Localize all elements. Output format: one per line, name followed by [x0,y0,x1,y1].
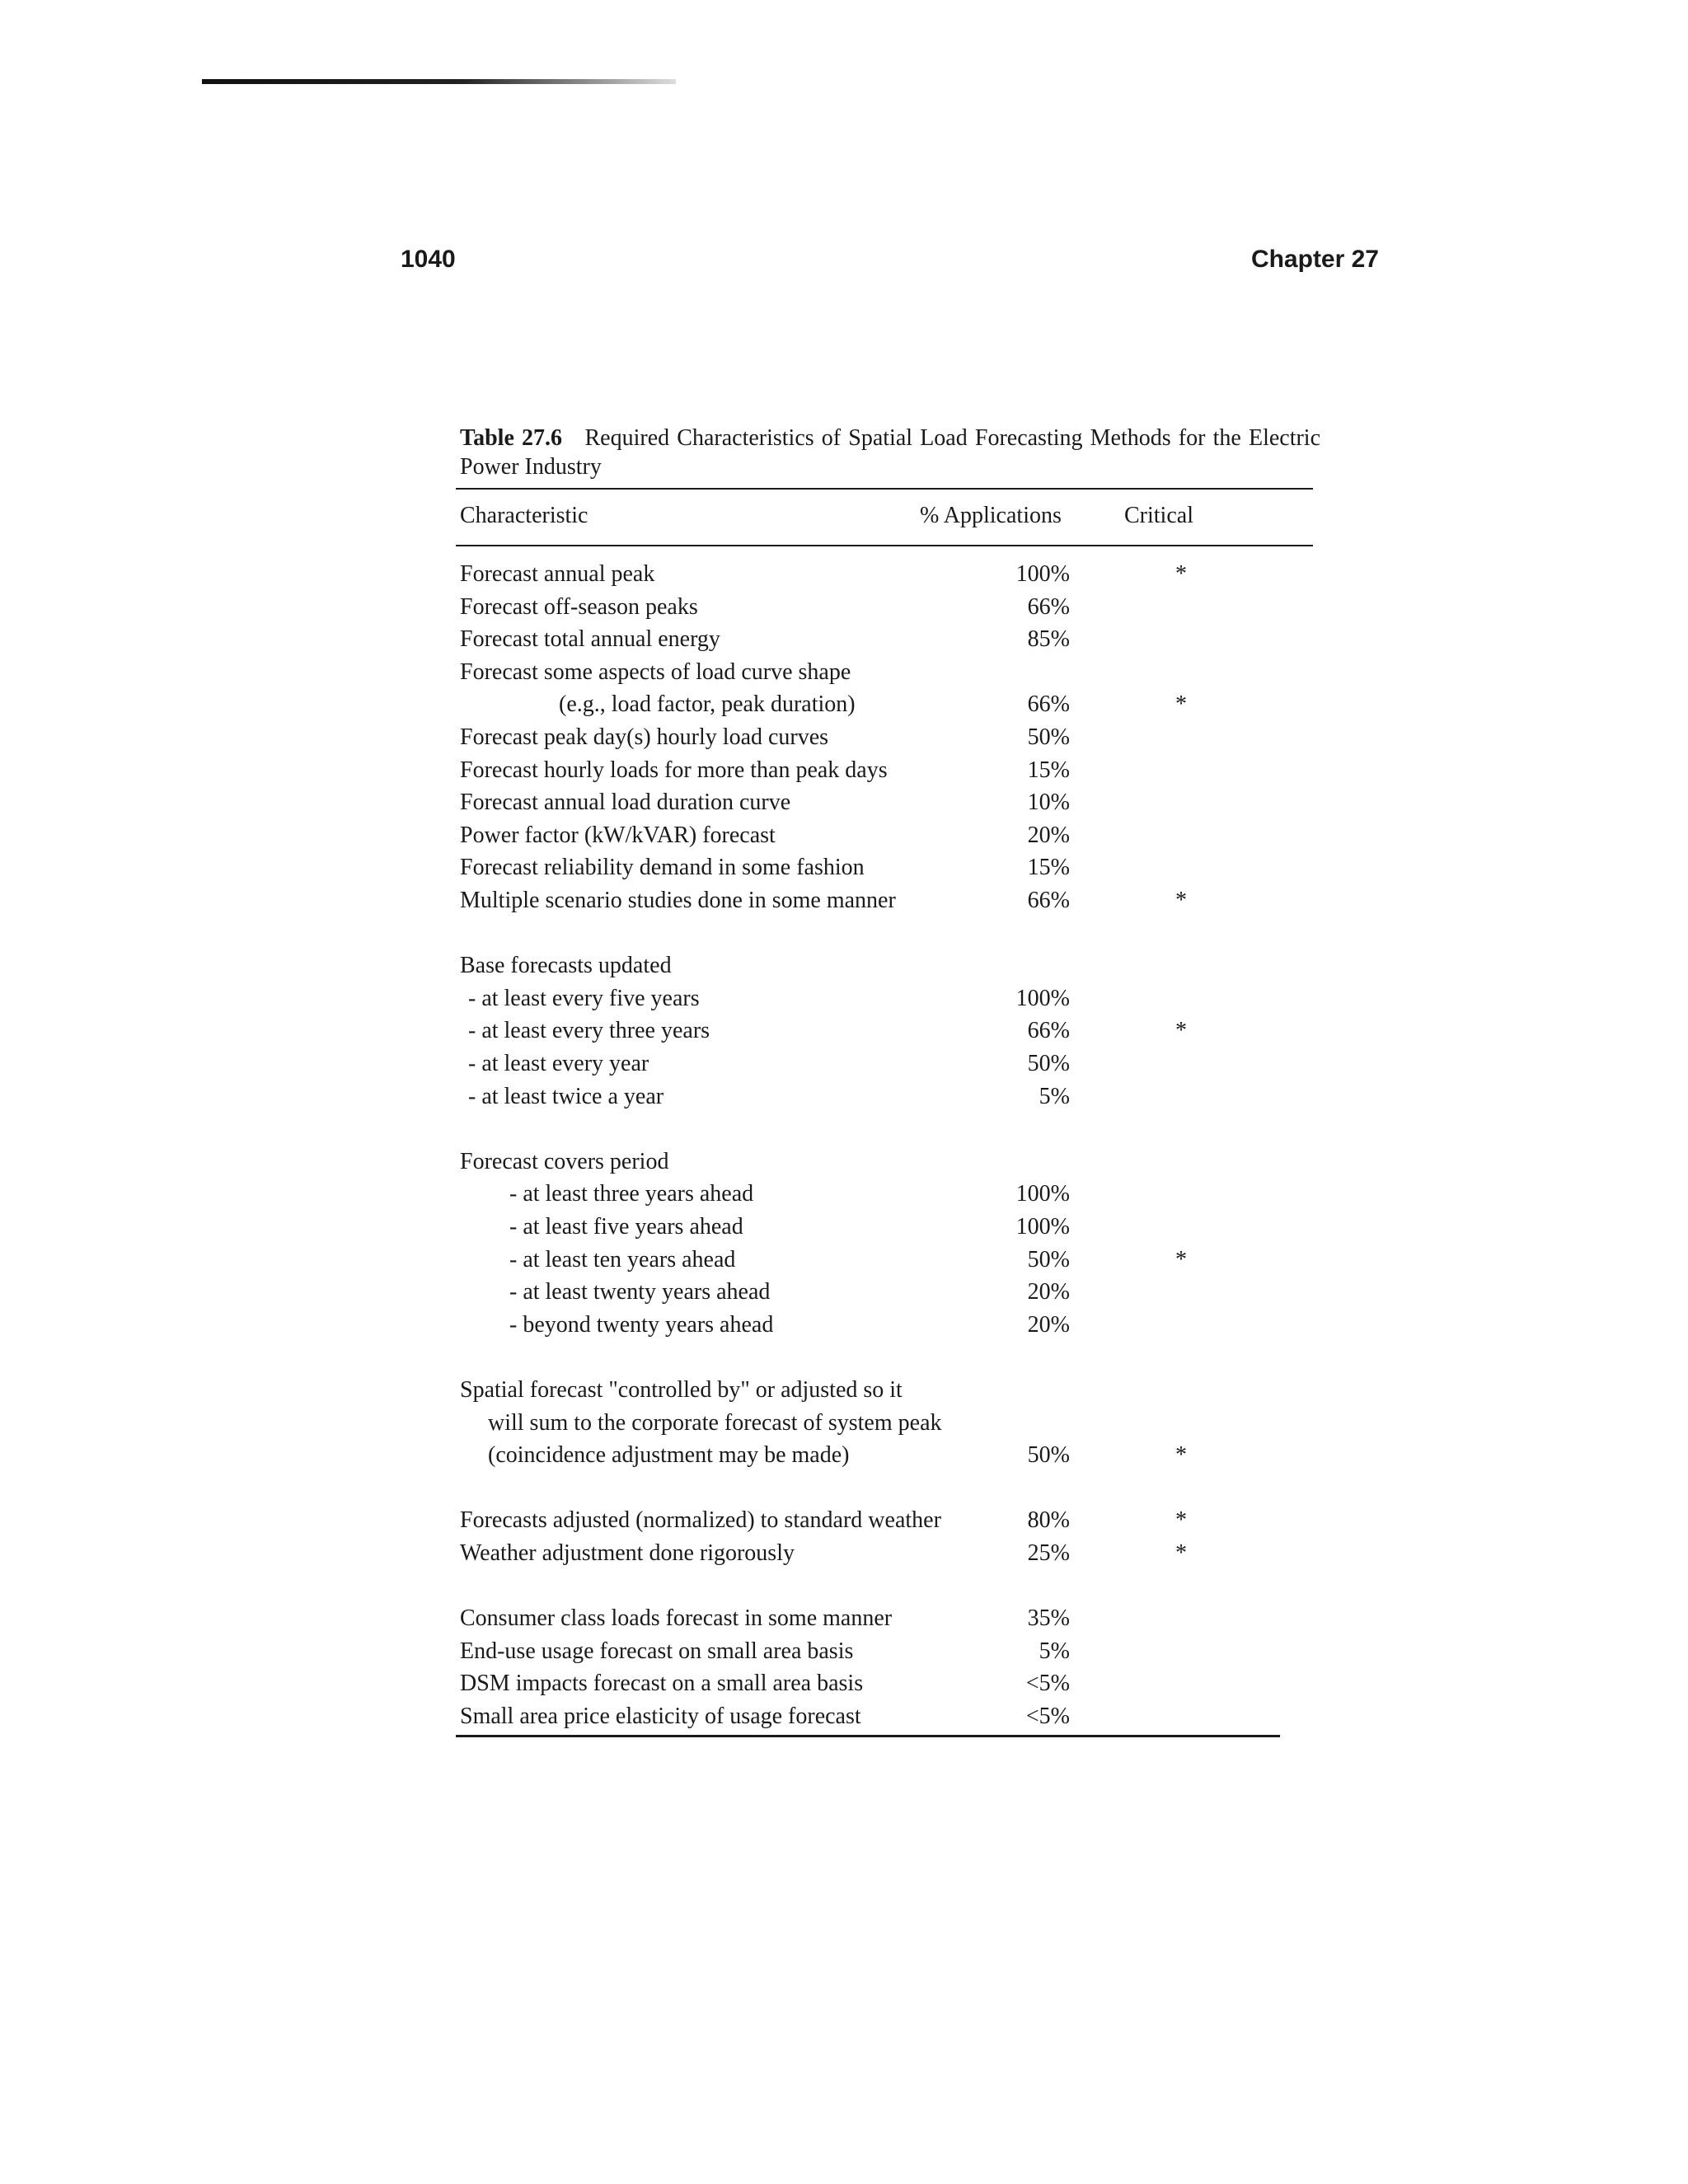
table-row [460,1211,1317,1244]
table-row [460,1374,1317,1407]
row-applications: 66% [1027,888,1070,913]
table-row [460,591,1317,624]
chapter-label: Chapter 27 [1250,246,1379,273]
table-row [460,1667,1317,1700]
table-row [460,851,1317,884]
row-applications: 50% [1027,1442,1070,1469]
row-applications: 20% [1027,822,1070,848]
table-bottom-rule [456,1735,1280,1737]
row-characteristic: - at least twice a year [468,1083,664,1109]
row-characteristic: Forecast some aspects of load curve shape [460,658,851,685]
table-row [460,1700,1317,1733]
row-applications: 100% [1015,561,1070,587]
table-spacer-row [460,1113,1317,1146]
row-applications: 5% [1039,1083,1070,1109]
row-characteristic: Forecasts adjusted (normalized) to standard weather [460,1507,941,1534]
table-row [460,982,1317,1015]
row-characteristic: - at least every three years [468,1018,710,1044]
row-characteristic: Forecast annual load duration curve [460,790,791,816]
table-row [460,1635,1317,1668]
row-critical-marker: * [1175,1442,1187,1469]
row-characteristic: Small area price elasticity of usage forecast [460,1704,861,1729]
table-row [460,786,1317,819]
row-characteristic: - at least ten years ahead [509,1246,736,1272]
table-spacer-row [460,1570,1317,1603]
row-characteristic: Forecast off-season peaks [460,593,698,620]
row-characteristic: - at least twenty years ahead [509,1279,771,1305]
row-applications: 66% [1027,691,1070,718]
row-characteristic: - at least three years ahead [509,1181,754,1207]
row-characteristic: End-use usage forecast on small area basis [460,1638,854,1664]
table-header-rule [456,545,1313,546]
row-characteristic: Spatial forecast "controlled by" or adjusted so it [460,1377,903,1403]
table-spacer-row [460,1472,1317,1505]
row-applications: <5% [1025,1671,1070,1697]
row-characteristic: - at least five years ahead [509,1214,743,1240]
table-row [460,1080,1317,1113]
row-characteristic: Forecast hourly loads for more than peak days [460,757,888,783]
row-applications: 20% [1027,1279,1070,1305]
table-row [460,1047,1317,1080]
table-row [460,1309,1317,1342]
row-characteristic: Forecast annual peak [460,561,655,587]
row-characteristic: DSM impacts forecast on a small area basis [460,1671,864,1697]
row-applications: 100% [1015,1181,1070,1207]
table-row [460,1178,1317,1211]
table-title: Required Characteristics of Spatial Load Forecasting Methods for the Electric Power Industry [460,425,1321,480]
scan-artifact-rule [202,79,676,84]
table-row [460,1537,1317,1570]
row-characteristic: will sum to the corporate forecast of system peak [488,1409,942,1436]
row-characteristic: Forecast covers period [460,1148,669,1174]
row-critical-marker: * [1175,1540,1187,1566]
table-label: Table 27.6 [460,425,563,451]
column-header-critical: Critical [1124,503,1193,528]
row-applications: 50% [1027,724,1070,750]
column-header-applications: % Applications [920,503,1062,528]
row-applications: 50% [1027,1246,1070,1272]
column-header-characteristic: Characteristic [460,503,588,528]
row-critical-marker: * [1175,1246,1187,1272]
row-characteristic: (e.g., load factor, peak duration) [559,691,856,718]
page-number: 1040 [401,246,456,273]
table-row [460,656,1317,689]
row-characteristic: - at least every five years [468,985,700,1011]
table-spacer-row [460,1341,1317,1374]
table-row [460,1439,1317,1472]
row-characteristic: Forecast total annual energy [460,626,720,653]
table-row [460,1504,1317,1537]
row-applications: 66% [1027,593,1070,620]
table-row [460,1244,1317,1277]
row-applications: <5% [1025,1704,1070,1729]
table-row [460,754,1317,787]
row-characteristic: Base forecasts updated [460,953,672,979]
table-row [460,623,1317,656]
table-row [460,1015,1317,1047]
row-applications: 20% [1027,1311,1070,1338]
row-characteristic: Multiple scenario studies done in some manner [460,888,896,913]
row-critical-marker: * [1175,561,1187,587]
row-characteristic: Forecast peak day(s) hourly load curves [460,724,829,750]
row-characteristic: - beyond twenty years ahead [509,1311,774,1338]
table-row [460,949,1317,982]
row-characteristic: Weather adjustment done rigorously [460,1540,795,1566]
row-critical-marker: * [1175,691,1187,718]
row-critical-marker: * [1175,1018,1187,1044]
row-critical-marker: * [1175,1507,1187,1534]
table-row [460,721,1317,754]
table-row [460,1276,1317,1309]
table-row [460,1602,1317,1635]
row-applications: 15% [1027,855,1070,881]
table-row [460,558,1317,591]
table-row [460,1146,1317,1179]
table-caption [460,424,1320,481]
row-applications: 5% [1039,1638,1070,1664]
row-applications: 100% [1015,985,1070,1011]
row-applications: 35% [1027,1605,1070,1632]
row-characteristic: Forecast reliability demand in some fashion [460,855,865,881]
row-applications: 25% [1027,1540,1070,1566]
table-row [460,1407,1317,1440]
row-applications: 10% [1027,790,1070,816]
row-applications: 15% [1027,757,1070,783]
row-characteristic: Consumer class loads forecast in some manner [460,1605,893,1632]
row-characteristic: Power factor (kW/kVAR) forecast [460,822,776,848]
row-critical-marker: * [1175,888,1187,913]
row-applications: 80% [1027,1507,1070,1534]
row-characteristic: - at least every year [468,1051,649,1076]
row-characteristic: (coincidence adjustment may be made) [488,1442,850,1469]
table-row [460,884,1317,917]
row-applications: 100% [1015,1214,1070,1240]
table-row [460,688,1317,721]
table-row [460,819,1317,852]
row-applications: 66% [1027,1018,1070,1044]
row-applications: 85% [1027,626,1070,653]
table-top-rule [456,488,1313,490]
row-applications: 50% [1027,1051,1070,1076]
table-spacer-row [460,917,1317,950]
